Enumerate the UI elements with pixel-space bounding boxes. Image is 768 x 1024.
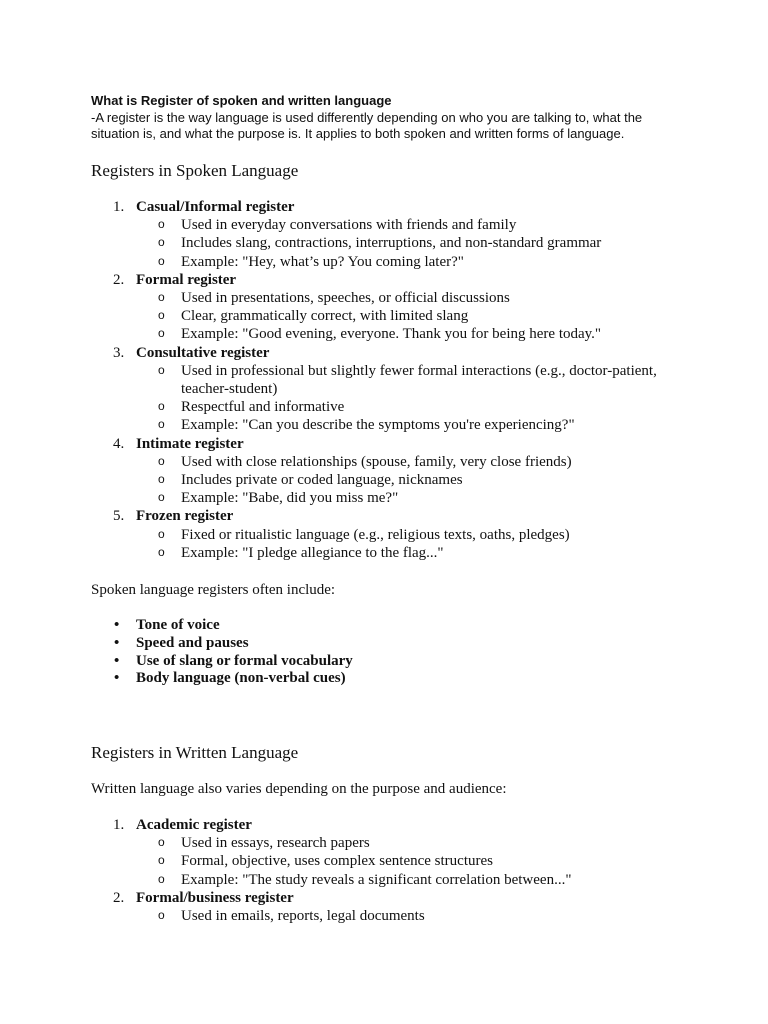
sub-bullet-marker: o bbox=[158, 544, 165, 559]
sub-bullet-marker: o bbox=[158, 835, 165, 850]
spoken-features-list bbox=[91, 617, 353, 688]
register-point bbox=[136, 871, 691, 889]
point-text: Used in emails, reports, legal documents bbox=[181, 908, 425, 925]
sub-bullet-marker: o bbox=[158, 853, 165, 868]
sub-bullet-marker: o bbox=[158, 417, 165, 432]
register-point bbox=[136, 234, 691, 252]
point-text: Used in essays, research papers bbox=[181, 835, 370, 852]
register-point bbox=[136, 416, 691, 434]
list-number: 1. bbox=[113, 199, 125, 215]
point-text: Example: "Can you describe the symptoms you're experiencing?" bbox=[181, 417, 575, 434]
sub-bullet-marker: o bbox=[158, 217, 165, 232]
sub-bullet-marker: o bbox=[158, 871, 165, 886]
register-point bbox=[136, 852, 691, 870]
point-text: Includes slang, contractions, interruptions, and non-standard grammar bbox=[181, 235, 602, 252]
list-number: 5. bbox=[113, 508, 125, 525]
bullet-marker: • bbox=[114, 670, 120, 687]
register-points bbox=[136, 216, 691, 271]
feature-item bbox=[91, 653, 353, 671]
register-item bbox=[91, 507, 691, 562]
register-title: Formal/business register bbox=[136, 889, 294, 906]
sub-bullet-marker: o bbox=[158, 326, 165, 341]
sub-bullet-marker: o bbox=[158, 472, 165, 487]
point-text: Example: "Babe, did you miss me?" bbox=[181, 490, 399, 507]
feature-text: Tone of voice bbox=[136, 617, 220, 633]
register-point bbox=[136, 544, 691, 562]
point-text: Used in professional but slightly fewer formal interactions (e.g., doctor-patient, teacher-student) bbox=[181, 362, 657, 398]
register-point bbox=[136, 907, 691, 925]
point-text: Includes private or coded language, nicknames bbox=[181, 472, 463, 489]
sub-bullet-marker: o bbox=[158, 399, 165, 414]
register-title: Formal register bbox=[136, 271, 237, 288]
register-title: Intimate register bbox=[136, 435, 244, 452]
point-text: Example: "Hey, what’s up? You coming later?" bbox=[181, 253, 464, 270]
register-point bbox=[136, 489, 691, 507]
sub-bullet-marker: o bbox=[158, 308, 165, 323]
feature-text: Body language (non-verbal cues) bbox=[136, 670, 346, 687]
point-text: Example: "The study reveals a significant correlation between..." bbox=[181, 871, 572, 888]
point-text: Example: "Good evening, everyone. Thank you for being here today." bbox=[181, 326, 602, 343]
register-item bbox=[91, 271, 691, 344]
point-text: Respectful and informative bbox=[181, 399, 345, 416]
sub-bullet-marker: o bbox=[158, 490, 165, 505]
feature-text: Use of slang or formal vocabulary bbox=[136, 652, 353, 669]
list-number: 2. bbox=[113, 889, 125, 906]
register-point bbox=[136, 526, 691, 544]
point-text: Example: "I pledge allegiance to the flag..." bbox=[181, 544, 444, 561]
point-text: Used in presentations, speeches, or official discussions bbox=[181, 290, 510, 307]
bullet-marker: • bbox=[114, 634, 120, 651]
point-text: Fixed or ritualistic language (e.g., religious texts, oaths, pledges) bbox=[181, 526, 570, 543]
sub-bullet-marker: o bbox=[158, 235, 165, 250]
register-item bbox=[91, 344, 691, 435]
register-points bbox=[136, 526, 691, 562]
sub-bullet-marker: o bbox=[158, 908, 165, 923]
feature-item bbox=[91, 617, 353, 635]
register-point bbox=[136, 834, 691, 852]
sub-bullet-marker: o bbox=[158, 290, 165, 305]
spoken-features-intro: Spoken language registers often include: bbox=[91, 582, 336, 598]
register-item bbox=[91, 889, 691, 925]
spoken-heading: Registers in Spoken Language bbox=[91, 161, 299, 180]
bullet-marker: • bbox=[114, 617, 120, 633]
register-point bbox=[136, 216, 691, 234]
list-number: 2. bbox=[113, 271, 125, 288]
list-number: 3. bbox=[113, 344, 125, 361]
sub-bullet-marker: o bbox=[158, 253, 165, 268]
register-title: Casual/Informal register bbox=[136, 199, 295, 215]
register-point bbox=[136, 398, 691, 416]
intro-question: What is Register of spoken and written language bbox=[91, 93, 392, 108]
register-points bbox=[136, 453, 691, 508]
intro-definition: -A register is the way language is used differently depending on who you are talking to, what the situation is, and what the purpose is. It applies to both spoken and written forms of language. bbox=[91, 109, 643, 141]
register-item bbox=[91, 198, 691, 271]
register-point bbox=[136, 362, 691, 398]
point-text: Formal, objective, uses complex sentence structures bbox=[181, 853, 493, 870]
written-heading: Registers in Written Language bbox=[91, 743, 299, 762]
register-title: Academic register bbox=[136, 817, 252, 833]
register-point bbox=[136, 307, 691, 325]
bullet-marker: • bbox=[114, 652, 120, 669]
sub-bullet-marker: o bbox=[158, 526, 165, 541]
feature-item bbox=[91, 635, 353, 653]
list-number: 1. bbox=[113, 817, 125, 833]
register-point bbox=[136, 453, 691, 471]
point-text: Used in everyday conversations with friends and family bbox=[181, 217, 517, 234]
point-text: Used with close relationships (spouse, family, very close friends) bbox=[181, 453, 572, 470]
register-title: Frozen register bbox=[136, 508, 234, 525]
feature-item bbox=[91, 670, 353, 688]
point-text: Clear, grammatically correct, with limited slang bbox=[181, 308, 469, 325]
register-point bbox=[136, 471, 691, 489]
feature-text: Speed and pauses bbox=[136, 634, 249, 651]
register-item bbox=[91, 435, 691, 508]
written-intro: Written language also varies depending on the purpose and audience: bbox=[91, 781, 507, 797]
register-point bbox=[136, 325, 691, 343]
register-points bbox=[136, 907, 691, 925]
spoken-register-list bbox=[91, 198, 691, 562]
register-point bbox=[136, 289, 691, 307]
sub-bullet-marker: o bbox=[158, 362, 165, 377]
sub-bullet-marker: o bbox=[158, 453, 165, 468]
list-number: 4. bbox=[113, 435, 125, 452]
register-points bbox=[136, 834, 691, 889]
register-points bbox=[136, 362, 691, 435]
intro-block bbox=[91, 93, 691, 143]
register-item bbox=[91, 816, 691, 889]
register-point bbox=[136, 253, 691, 271]
written-register-list bbox=[91, 816, 691, 925]
register-title: Consultative register bbox=[136, 344, 270, 361]
register-points bbox=[136, 289, 691, 344]
